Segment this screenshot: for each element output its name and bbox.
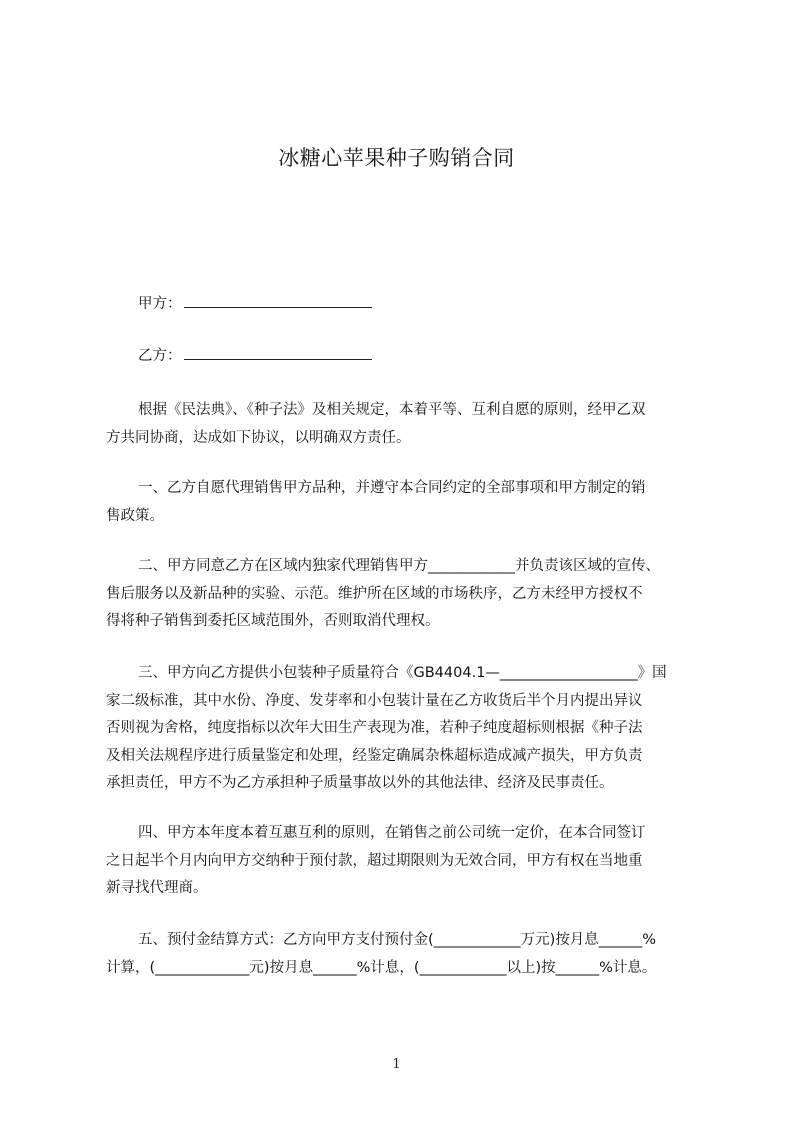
paragraph-line: 方共同协商，达成如下协议，以明确双方责任。: [106, 429, 411, 446]
page-number: 1: [392, 1057, 401, 1072]
paragraph-clause-1: [106, 475, 710, 530]
paragraph-line: 三、甲方向乙方提供小包装种子质量符合《GB4404.1—___________________》国: [138, 665, 667, 681]
paragraph-line: 得将种子销售到委托区域范围外，否则取消代理权。: [106, 613, 440, 629]
paragraph-clause-2: [106, 553, 710, 636]
paragraph-preamble: [106, 397, 710, 452]
paragraph-line: 家二级标准，其中水份、净度、发芽率和小包装计量在乙方收货后半个月内提出异议: [106, 692, 643, 709]
party-a-line: [138, 293, 372, 314]
paragraph-line: 承担责任，甲方不为乙方承担种子质量事故以外的其他法律、经济及民事责任。: [106, 775, 614, 791]
paragraph-line: 五、预付金结算方式：乙方向甲方支付预付金(____________万元)按月息______%: [138, 932, 657, 948]
paragraph-line: 否则视为舍格，纯度指标以次年大田生产表现为准，若种子纯度超标则根据《种子法: [106, 720, 643, 736]
paragraph-clause-5: [106, 927, 710, 982]
paragraph-clause-3: [106, 660, 710, 798]
party-a-blank: [184, 293, 372, 308]
party-b-blank: [184, 345, 372, 360]
paragraph-line: 之日起半个月内向甲方交纳种于预付款，超过期限则为无效合同，甲方有权在当地重: [106, 852, 643, 869]
paragraph-line: 新寻找代理商。: [106, 880, 208, 896]
paragraph-line: 售政策。: [106, 507, 164, 524]
paragraph-line: 计算，(_____________元)按月息______%计息，(____________以上)按______%计息。: [106, 959, 657, 976]
paragraph-line: 二、甲方同意乙方在区域内独家代理销售甲方____________并负责该区域的宣传、: [138, 558, 660, 574]
party-a-label: 甲方：: [138, 296, 182, 312]
paragraph-line: 一、乙方自愿代理销售甲方品种，并遵守本合同约定的全部事项和甲方制定的销: [138, 480, 646, 496]
paragraph-line: 售后服务以及新品种的实验、示范。维护所在区域的市场秩序，乙方未经甲方授权不: [106, 585, 643, 602]
paragraph-line: 及相关法规程序进行质量鉴定和处理，经鉴定确属杂株超标造成减产损失，甲方负责: [106, 747, 643, 764]
document-title: 冰糖心苹果种子购销合同: [278, 146, 515, 170]
party-b-line: [138, 345, 372, 366]
party-b-label: 乙方：: [138, 348, 182, 364]
paragraph-clause-4: [106, 820, 710, 903]
paragraph-line: 四、甲方本年度本着互惠互利的原则，在销售之前公司统一定价，在本合同签订: [138, 825, 646, 841]
paragraph-line: 根据《民法典》、《种子法》及相关规定，本着平等、互利自愿的原则，经甲乙双: [138, 402, 646, 418]
